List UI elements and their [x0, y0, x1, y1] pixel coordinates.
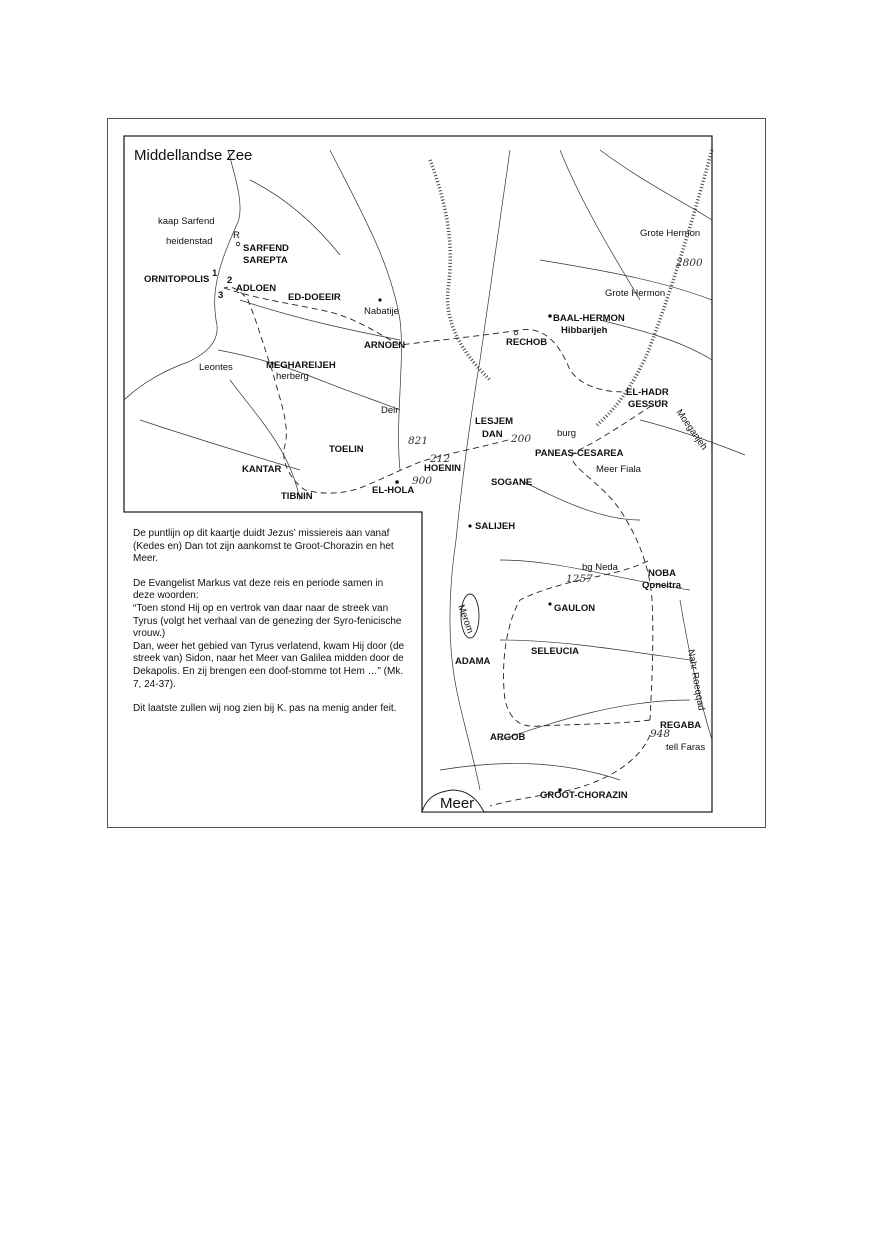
place-megharfijeh: MEGHAREIJEH — [266, 360, 336, 371]
place-num-1: 1 — [212, 268, 218, 279]
place-regaba: REGABA — [660, 720, 702, 731]
caption-paragraph-1: De puntlijn op dit kaartje duidt Jezus’ missiereis aan vanaf (Kedes en) Dan tot zijn aankomst te Groot-Chorazin en het Meer. — [133, 528, 394, 565]
place-argob: ARGOB — [490, 732, 526, 743]
place-hibbarijeh: Hibbarijeh — [561, 325, 608, 336]
place-moeganjeh: Moeganjeh — [673, 407, 710, 453]
place-adloen: ADLOEN — [236, 283, 277, 294]
place-deir: Deir — [381, 405, 399, 416]
place-qoneitra: Qoneitra — [642, 580, 682, 591]
place-burg: burg — [557, 428, 577, 439]
place-sarepta: SAREPTA — [243, 255, 288, 266]
place-baal-hermon: BAAL-HERMON — [553, 313, 625, 324]
place-noba: NOBA — [648, 568, 676, 579]
caption-quote-1: “Toen stond Hij op en vertrok van daar naar de streek van Tyrus (volgt het verhaal van de genezing der Syro-fenicische vrouw.) — [133, 602, 402, 640]
height-821: 821 — [408, 435, 429, 447]
place-grote-hermon-2: Grote Hermon — [605, 288, 666, 299]
place-leontes: Leontes — [199, 362, 233, 373]
site-gaulon — [548, 602, 551, 605]
site-heidenstad — [236, 242, 240, 246]
height-900: 900 — [412, 475, 433, 487]
place-adama: ADAMA — [455, 656, 491, 667]
place-ed-doeeir: ED-DOEEIR — [288, 292, 341, 303]
place-gessur: GESSUR — [628, 399, 669, 410]
place-el-hadr: EL-HADR — [626, 387, 669, 398]
place-dan: DAN — [482, 429, 503, 440]
place-toelin: TOELIN — [329, 444, 364, 455]
caption-intro: De Evangelist Markus vat deze reis en periode samen in deze woorden: — [133, 577, 384, 602]
caption-quote-2: Dan, weer het gebied van Tyrus verlatend, kwam Hij door (de streek van) Sidon, naar het Meer van Galilea midden door de Dekapolis. En zij brengen een doof-stomme tot Hem …” (Mk. 7, 24-37). — [133, 640, 405, 690]
height-200: 200 — [511, 433, 532, 445]
place-paneas: PANEAS-CESAREA — [535, 448, 624, 459]
place-grote-hermon-1: Grote Hermon — [640, 228, 701, 239]
place-tibnin: TIBNIN — [281, 491, 313, 502]
place-nahr-roeqqad: Nahr Roeqqad — [685, 648, 707, 712]
place-salijeh: SALIJEH — [475, 521, 516, 532]
place-ornitopolis: ORNITOPOLIS — [144, 274, 210, 285]
place-merom: Merom — [455, 603, 476, 635]
place-sogane: SOGANE — [491, 477, 533, 488]
place-el-hola: EL-HOLA — [372, 485, 415, 496]
place-gaulon: GAULON — [554, 603, 596, 614]
height-212: 212 — [430, 453, 451, 465]
height-948: 948 — [650, 728, 671, 740]
place-num-3: 3 — [218, 290, 224, 301]
place-nabatije: Nabatije — [364, 306, 399, 317]
place-r: R — [233, 230, 240, 241]
place-meer-fiala: Meer Fiala — [596, 464, 641, 475]
site-rechob — [514, 331, 518, 335]
lake-label: Meer — [440, 795, 475, 812]
site-salijeh — [468, 524, 471, 527]
place-rechob: RECHOB — [506, 337, 548, 348]
anti-lebanon-ridge — [430, 160, 490, 380]
place-lesjem: LESJEM — [475, 416, 514, 427]
site-baal-hermon — [548, 314, 552, 318]
site-nabatije — [378, 298, 381, 301]
site-el-hola — [395, 480, 399, 484]
caption-paragraph-3: Dit laatste zullen wij nog zien bij K. pas na menig ander feit. — [133, 703, 397, 715]
place-arnoen: ARNOEN — [364, 340, 406, 351]
place-heidenstad: heidenstad — [166, 236, 213, 247]
place-kantar: KANTAR — [242, 464, 282, 475]
place-seleucia: SELEUCIA — [531, 646, 580, 657]
place-groot-chorazin: GROOT-CHORAZIN — [540, 790, 628, 801]
place-bg-neda: bg Neda — [582, 562, 618, 573]
height-2800: 2800 — [676, 257, 703, 269]
place-herberg: herberg — [276, 371, 309, 382]
caption-text — [133, 528, 405, 728]
caption-paragraph-2 — [133, 578, 405, 691]
place-kaap-sarfend: kaap Sarfend — [158, 216, 215, 227]
journey-route — [224, 287, 508, 493]
sea-label: Middellandse Zee — [134, 147, 253, 164]
place-sarfend: SARFEND — [243, 243, 289, 254]
place-hoenin: HOENIN — [424, 463, 461, 474]
place-num-2: 2 — [227, 275, 233, 286]
place-tell-faras: tell Faras — [666, 742, 706, 753]
height-1257: 1257 — [566, 573, 593, 585]
